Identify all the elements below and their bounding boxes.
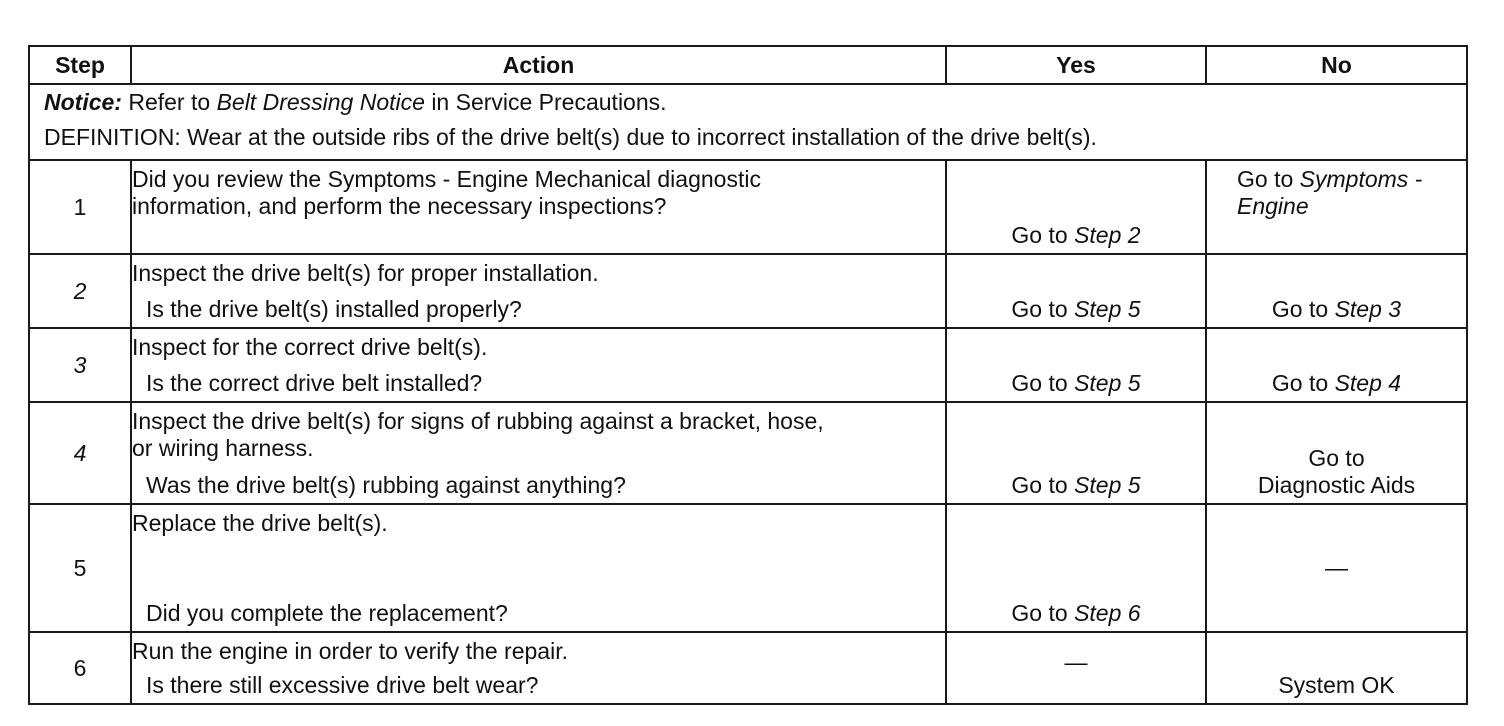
step-number: 5 (29, 504, 131, 632)
header-row (29, 46, 1467, 84)
header-action: Action (131, 46, 946, 84)
step-number: 4 (29, 402, 131, 504)
action-line: Inspect for the correct drive belt(s). (132, 334, 488, 360)
no-goto (1207, 445, 1466, 499)
diagnostic-aids-ref: Diagnostic Aids (1257, 472, 1416, 498)
action-cell (131, 632, 946, 704)
action-question: Did you complete the replacement? (146, 600, 508, 626)
step-number: 6 (29, 632, 131, 704)
action-question: Is the correct drive belt installed? (146, 370, 483, 396)
table-row (29, 328, 1467, 402)
no-dash: — (1325, 554, 1348, 581)
no-goto (1207, 370, 1466, 397)
action-question: Is the drive belt(s) installed properly? (146, 296, 522, 322)
goto-prefix: Go to (1011, 472, 1068, 498)
table-row (29, 160, 1467, 254)
action-cell (131, 328, 946, 402)
action-line: or wiring harness. (132, 435, 314, 461)
action-question: Is there still excessive drive belt wear? (146, 672, 539, 698)
symptoms-ref: Symptoms - (1299, 166, 1423, 192)
action-line: information, and perform the necessary inspections? (132, 193, 667, 219)
action-line: Inspect the drive belt(s) for signs of rubbing against a bracket, hose, (132, 408, 824, 434)
step-ref: Step 3 (1334, 296, 1402, 322)
goto-prefix: Go to (1308, 445, 1365, 471)
yes-goto (947, 472, 1205, 499)
no-goto (1237, 166, 1422, 220)
goto-prefix: Go to (1271, 370, 1329, 396)
yes-goto (947, 222, 1205, 249)
no-cell (1206, 504, 1467, 632)
table-row (29, 632, 1467, 704)
yes-goto (947, 600, 1205, 627)
step-ref: Step 6 (1074, 600, 1141, 626)
goto-prefix: Go to (1011, 296, 1068, 322)
table-row (29, 504, 1467, 632)
action-cell (131, 160, 946, 254)
notice-cell (29, 84, 1467, 160)
step-ref: Step 5 (1074, 296, 1141, 322)
header-no: No (1206, 46, 1467, 84)
goto-prefix: Go to (1271, 296, 1329, 322)
goto-prefix: Go to (1011, 600, 1068, 626)
yes-goto (947, 296, 1205, 323)
step-number: 2 (29, 254, 131, 328)
table-row (29, 402, 1467, 504)
notice-refer-tail: in Service Precautions. (431, 89, 667, 115)
action-line: Run the engine in order to verify the repair. (132, 638, 568, 664)
goto-prefix: Go to (1011, 370, 1068, 396)
symptoms-ref-cont: Engine (1237, 193, 1309, 219)
no-cell (1206, 328, 1467, 402)
step-ref: Step 2 (1074, 222, 1141, 248)
notice-link: Belt Dressing Notice (216, 89, 425, 115)
notice-refer-text: Refer to (128, 89, 211, 115)
yes-cell (946, 160, 1206, 254)
yes-cell (946, 254, 1206, 328)
action-line: Replace the drive belt(s). (132, 510, 388, 536)
no-cell (1206, 402, 1467, 504)
diagnostic-table (28, 45, 1468, 705)
action-cell (131, 504, 946, 632)
action-cell (131, 402, 946, 504)
step-ref: Step 4 (1334, 370, 1402, 396)
goto-prefix: Go to (1011, 222, 1068, 248)
step-ref: Step 5 (1074, 472, 1141, 498)
notice-row (29, 84, 1467, 160)
yes-goto (947, 370, 1205, 397)
table-row (29, 254, 1467, 328)
action-cell (131, 254, 946, 328)
header-step: Step (29, 46, 131, 84)
yes-dash: — (1064, 649, 1088, 676)
yes-cell (946, 328, 1206, 402)
no-goto (1207, 296, 1466, 323)
notice-label: Notice: (44, 89, 122, 115)
yes-cell (946, 632, 1206, 704)
yes-cell (946, 402, 1206, 504)
definition-line: DEFINITION: Wear at the outside ribs of the drive belt(s) due to incorrect installation of the drive belt(s). (44, 124, 1097, 150)
action-line: Inspect the drive belt(s) for proper installation. (132, 260, 599, 286)
no-cell (1206, 160, 1467, 254)
step-number: 1 (29, 160, 131, 254)
system-ok: System OK (1278, 672, 1395, 698)
step-number: 3 (29, 328, 131, 402)
action-text (132, 161, 945, 220)
step-ref: Step 5 (1074, 370, 1141, 396)
no-cell (1206, 254, 1467, 328)
header-yes: Yes (946, 46, 1206, 84)
action-text (132, 403, 945, 462)
no-cell (1206, 632, 1467, 704)
action-line: Did you review the Symptoms - Engine Mechanical diagnostic (132, 166, 761, 192)
goto-prefix: Go to (1237, 166, 1294, 192)
notice-line (44, 89, 1452, 116)
action-question: Was the drive belt(s) rubbing against anything? (146, 472, 626, 498)
yes-cell (946, 504, 1206, 632)
